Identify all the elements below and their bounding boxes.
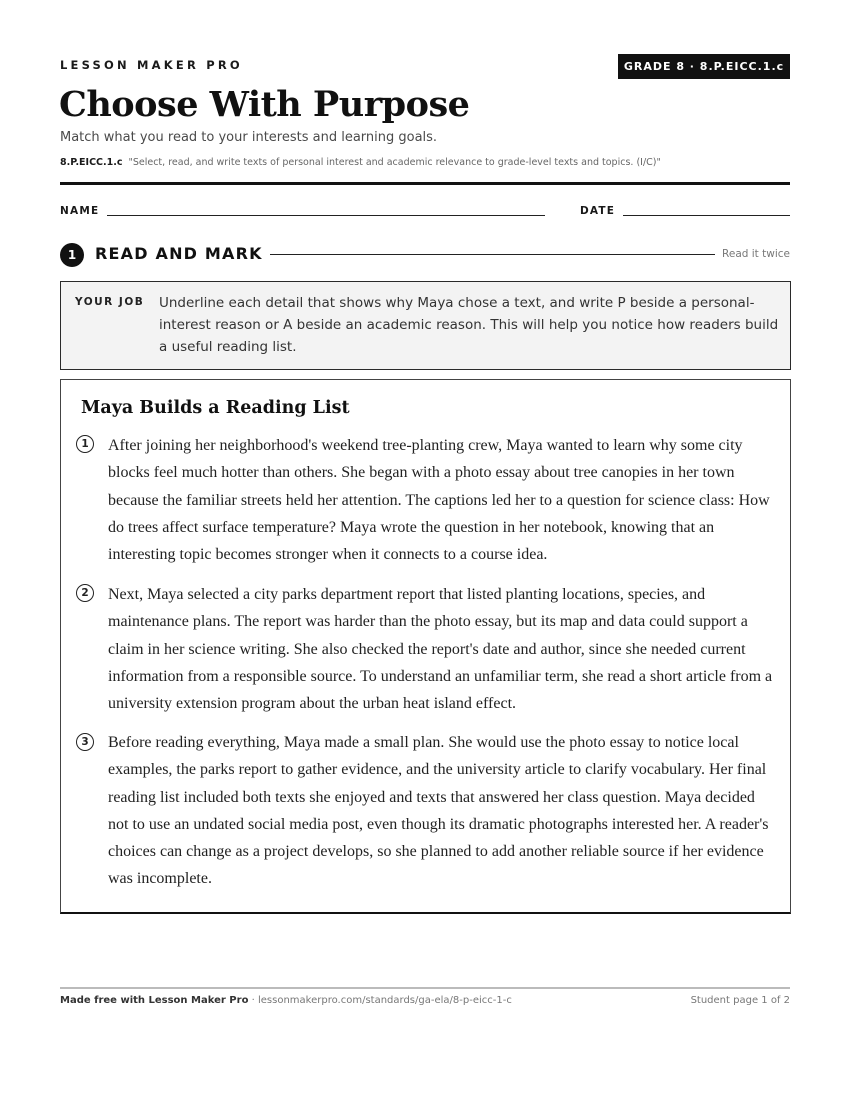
section-note: Read it twice <box>722 248 790 260</box>
section-divider <box>270 254 715 255</box>
footer-page-number: Student page 1 of 2 <box>690 995 790 1006</box>
paragraph-1: After joining her neighborhood's weekend tree-planting crew, Maya wanted to learn why some city blocks feel much hotter than others. She began with a photo essay about tree canopies in her town because the familiar streets held her attention. The captions led her to a question for science class: How do trees affect surface temperature? Maya wrote the question in her notebook, knowing that an interesting topic becomes stronger when it connects to a course idea. <box>108 437 770 564</box>
section-title: READ AND MARK <box>95 244 263 263</box>
instructions-text: Underline each detail that shows why Maya chose a text, and write P beside a personal-interest reason or A beside an academic reason. This will help you notice how readers build a useful reading list. <box>159 295 779 355</box>
header-divider <box>60 182 790 185</box>
footer-credit <box>60 995 512 1006</box>
footer-separator: · <box>248 995 258 1006</box>
paragraph-number-1: 1 <box>76 435 94 453</box>
passage-title: Maya Builds a Reading List <box>81 398 350 418</box>
instructions-label: YOUR JOB <box>75 296 145 308</box>
paragraph-number-2: 2 <box>76 584 94 602</box>
footer-divider <box>60 987 790 989</box>
grade-badge: GRADE 8 · 8.P.EICC.1.c <box>618 54 790 79</box>
date-field[interactable] <box>623 215 790 216</box>
paragraph-number-3: 3 <box>76 733 94 751</box>
page-subtitle: Match what you read to your interests and learning goals. <box>60 130 438 145</box>
name-field[interactable] <box>107 215 545 216</box>
brand-name: LESSON MAKER PRO <box>60 58 243 72</box>
standard-text: "Select, read, and write texts of personal interest and academic relevance to grade-level texts and topics. (I/C)" <box>128 157 661 168</box>
standard-code: 8.P.EICC.1.c <box>60 157 123 168</box>
section-number-badge: 1 <box>60 243 84 267</box>
paragraph-2: Next, Maya selected a city parks department report that listed planting locations, species, and maintenance plans. The report was harder than the photo essay, but its map and data could support a claim in her science writing. She also checked the report's date and author, since she needed current information from a responsible source. To understand an unfamiliar term, she read a short article from a university extension program about the urban heat island effect. <box>108 586 773 713</box>
name-label: NAME <box>60 205 100 217</box>
paragraph-3: Before reading everything, Maya made a small plan. She would use the photo essay to notice local examples, the parks report to gather evidence, and the university article to clarify vocabulary. Her final reading list included both texts she enjoyed and texts that answered her class question. Maya decided not to use an undated social media post, even though its dramatic photographs interested her. A reader's choices can change as a project develops, so she planned to add another reliable source if her evidence was incomplete. <box>108 734 769 888</box>
date-label: DATE <box>580 205 616 217</box>
page-title: Choose With Purpose <box>59 84 470 125</box>
standard-line <box>60 157 661 168</box>
footer-url-link[interactable]: lessonmakerpro.com/standards/ga-ela/8-p-eicc-1-c <box>257 995 512 1006</box>
footer-made-with: Made free with Lesson Maker Pro <box>60 995 249 1006</box>
